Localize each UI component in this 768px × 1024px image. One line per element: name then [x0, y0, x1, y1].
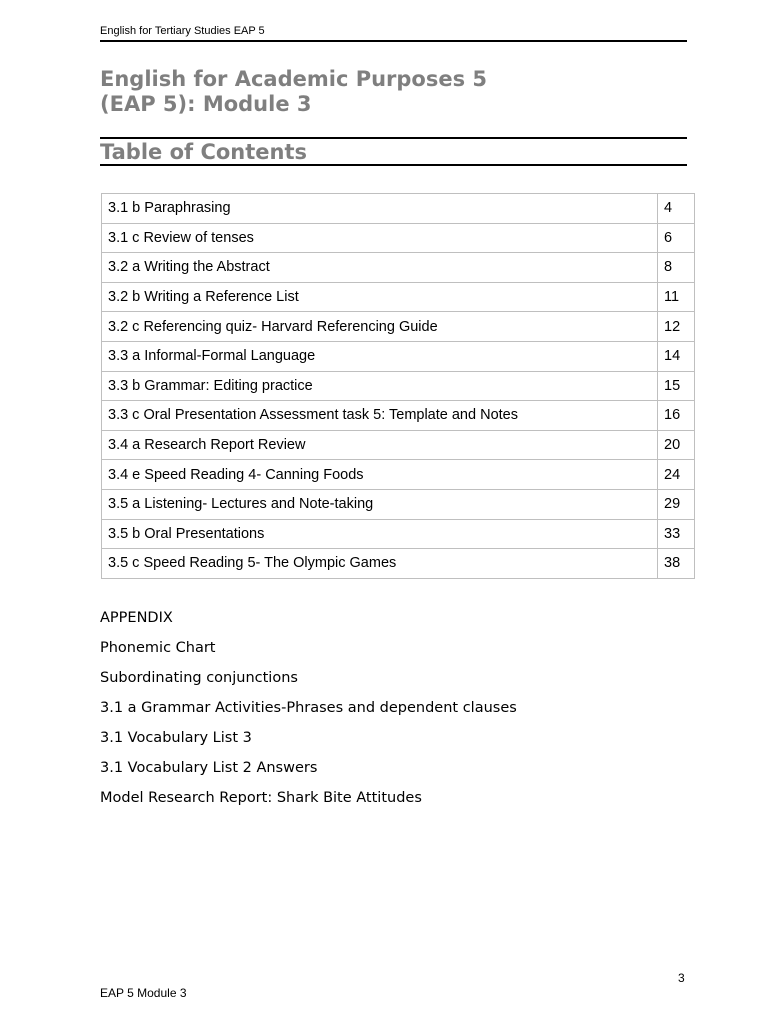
toc-entry-page: 14 [658, 341, 695, 371]
toc-entry-title: 3.5 c Speed Reading 5- The Olympic Games [102, 549, 658, 579]
toc-row [102, 549, 695, 579]
toc-entry-page: 20 [658, 430, 695, 460]
toc-row [102, 282, 695, 312]
toc-row [102, 489, 695, 519]
toc-entry-page: 33 [658, 519, 695, 549]
toc-entry-page: 16 [658, 401, 695, 431]
toc-entry-title: 3.2 c Referencing quiz- Harvard Referencing Guide [102, 312, 658, 342]
appendix-item: Subordinating conjunctions [100, 670, 298, 686]
appendix-list [100, 609, 517, 819]
header-rule [100, 40, 687, 42]
toc-row [102, 460, 695, 490]
toc-row [102, 430, 695, 460]
running-header: English for Tertiary Studies EAP 5 [100, 25, 265, 37]
toc-entry-title: 3.2 a Writing the Abstract [102, 253, 658, 283]
toc-entry-page: 6 [658, 223, 695, 253]
appendix-item: 3.1 Vocabulary List 2 Answers [100, 760, 318, 776]
appendix-item: 3.1 a Grammar Activities-Phrases and dependent clauses [100, 700, 517, 716]
toc-entry-page: 8 [658, 253, 695, 283]
toc-row [102, 223, 695, 253]
toc-entry-title: 3.3 b Grammar: Editing practice [102, 371, 658, 401]
toc-table [101, 193, 695, 579]
toc-rule-bottom [100, 164, 687, 166]
toc-entry-page: 12 [658, 312, 695, 342]
title-line-1: English for Academic Purposes 5 [100, 67, 488, 91]
toc-row [102, 194, 695, 224]
toc-row [102, 312, 695, 342]
toc-row [102, 371, 695, 401]
toc-entry-page: 38 [658, 549, 695, 579]
toc-rule-top [100, 137, 687, 139]
appendix-item: Model Research Report: Shark Bite Attitudes [100, 790, 422, 806]
toc-heading: Table of Contents [100, 140, 308, 164]
toc-row [102, 253, 695, 283]
toc-entry-page: 4 [658, 194, 695, 224]
page-number: 3 [678, 971, 685, 985]
toc-entry-page: 15 [658, 371, 695, 401]
appendix-heading: APPENDIX [100, 610, 173, 626]
toc-entry-title: 3.1 b Paraphrasing [102, 194, 658, 224]
toc-entry-page: 24 [658, 460, 695, 490]
toc-entry-title: 3.4 e Speed Reading 4- Canning Foods [102, 460, 658, 490]
toc-row [102, 341, 695, 371]
toc-entry-title: 3.3 c Oral Presentation Assessment task 5: Template and Notes [102, 401, 658, 431]
toc-entry-title: 3.2 b Writing a Reference List [102, 282, 658, 312]
toc-entry-title: 3.5 a Listening- Lectures and Note-taking [102, 489, 658, 519]
document-title [100, 67, 487, 117]
running-footer: EAP 5 Module 3 [100, 986, 187, 1000]
toc-entry-title: 3.1 c Review of tenses [102, 223, 658, 253]
toc-row [102, 519, 695, 549]
toc-entry-title: 3.5 b Oral Presentations [102, 519, 658, 549]
toc-entry-page: 29 [658, 489, 695, 519]
toc-entry-title: 3.4 a Research Report Review [102, 430, 658, 460]
toc-row [102, 401, 695, 431]
appendix-item: 3.1 Vocabulary List 3 [100, 730, 252, 746]
toc-entry-title: 3.3 a Informal-Formal Language [102, 341, 658, 371]
title-line-2: (EAP 5): Module 3 [100, 92, 312, 116]
toc-entry-page: 11 [658, 282, 695, 312]
appendix-item: Phonemic Chart [100, 640, 216, 656]
